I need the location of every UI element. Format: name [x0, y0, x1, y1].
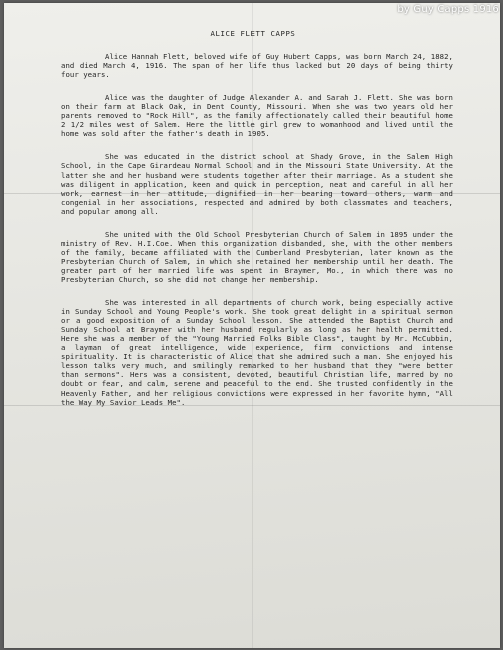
typed-document-page — [4, 3, 500, 648]
paragraph-church-work: She was interested in all departments of church work, being especially active in Sunday School and Young People's work. She took great delight in a spiritual sermon or a good exposition of a Sunday School lesson. She attended the Baptist Church and Sunday School at Braymer with her husband regularly as long as her health permitted. Here she was a member of the "Young Married Folks Bible Class", taught by Mr. McCubbin, a layman of great intelligence, wide experience, firm convictions and intense spirituality. It is characteristic of Alice that she admired such a man. She enjoyed his lesson talks very much, and smilingly remarked to her husband that they "were better than sermons". Hers was a consistent, devoted, beautiful Christian life, marred by no doubt or fear, and calm, serene and peaceful to the end. She trusted confidently in the Heavenly Father, and her religious convictions were expressed in her favorite hymn, "All the Way My Savior Leads Me". — [61, 298, 453, 407]
document-title: ALICE FLETT CAPPS — [210, 29, 296, 38]
paragraph-education: She was educated in the district school at Shady Grove, in the Salem High School, in the Cape Girardeau Normal School and in the Missouri State University. At the latter she and her husband were students together after their marriage. As a student she was diligent in application, keen and quick in perception, neat and careful in all her work, earnest in her attitude, dignified in her bearing toward others, warm and congenial in her associations, respected and admired by both classmates and teachers, and popular among all. — [61, 152, 453, 216]
paragraph-church-membership: She united with the Old School Presbyterian Church of Salem in 1895 under the ministry of Rev. H.I.Coe. When this organization disbanded, she, with the other members of the family, became affiliated with the Cumberland Presbyterian, later known as the Presbyterian Church of Salem, in which she retained her membership until her death. The greater part of her married life was spent in Braymer, Mo., in which there was no Presbyterian Church, so she did not change her membership. — [61, 229, 453, 284]
paragraph-family: Alice was the daughter of Judge Alexander A. and Sarah J. Flett. She was born on their farm at Black Oak, in Dent County, Missouri. When she was two years old her parents removed to "Rock Hill", as the family affectionately called their beautiful home 2 1/2 miles west of Salem. Here the little girl grew to womanhood and lived until the home was sold after the father's death in 1905. — [61, 93, 453, 139]
document-body — [61, 29, 453, 407]
watermark-caption: by Guy Capps 1916 — [397, 4, 499, 15]
paragraph-birth-death: Alice Hannah Flett, beloved wife of Guy Hubert Capps, was born March 24, 1882, and died March 4, 1916. The span of her life thus lacked but 20 days of being thirty four years. — [61, 52, 453, 80]
